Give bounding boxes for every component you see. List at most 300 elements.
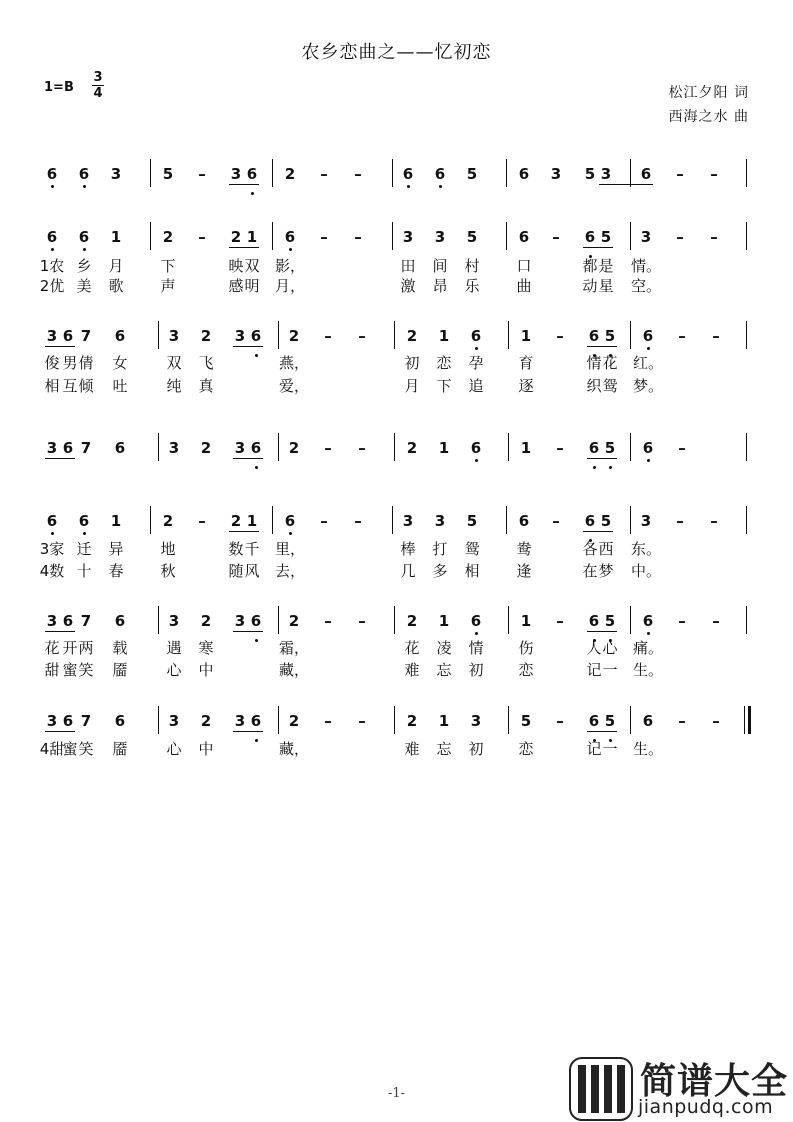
lyric-syllable: 感 [228, 277, 244, 295]
lyric-syllable: 里， [275, 540, 306, 558]
lower-octave-dot [475, 632, 478, 635]
note: 5 [600, 512, 612, 530]
lyric-syllable: 俊 [44, 354, 60, 372]
lyric-syllable: 3家 [39, 540, 65, 558]
note: – [678, 712, 686, 730]
note: 1 [438, 612, 450, 630]
barline [150, 159, 151, 187]
barline [158, 321, 159, 349]
note: 6 [282, 227, 298, 247]
beam [229, 184, 259, 185]
note: 6 [44, 511, 60, 531]
lyrics-row-5-verse-2 [0, 561, 793, 585]
note: 6 [468, 611, 484, 631]
note: – [556, 712, 564, 730]
lyric-syllable: 载 [112, 639, 128, 657]
note: 6 [586, 438, 602, 458]
note: 6 [114, 712, 126, 730]
meter-bottom: 4 [93, 86, 103, 101]
lower-octave-dot [475, 459, 478, 462]
note: 2 [230, 228, 242, 246]
note: 6 [640, 438, 656, 458]
note: 5 [602, 711, 618, 731]
lyric-syllable: 凌 [436, 639, 452, 657]
barline [394, 321, 395, 349]
lyric-syllable: 月 [108, 257, 124, 275]
lyric-syllable: 鸳 [464, 540, 480, 558]
note: 2 [230, 512, 242, 530]
note: 5 [600, 228, 612, 246]
note: 1 [438, 712, 450, 730]
lyric-syllable: 蜜 [62, 661, 78, 679]
note: 6 [432, 164, 448, 184]
note: 6 [44, 164, 60, 184]
note: 2 [162, 512, 174, 530]
note: 6 [244, 164, 260, 184]
barline [392, 506, 393, 534]
note: 2 [200, 439, 212, 457]
barline [394, 606, 395, 634]
lyric-syllable: 都 [582, 257, 598, 275]
lyric-syllable: 孕 [468, 354, 484, 372]
note: 2 [406, 327, 418, 345]
note: 6 [62, 712, 74, 730]
lyric-syllable: 恋 [436, 354, 452, 372]
lyric-syllable: 倾 [78, 377, 94, 395]
note: 6 [248, 711, 264, 731]
lyric-syllable: 情 [468, 639, 484, 657]
note: 5 [602, 611, 618, 631]
note: – [676, 228, 684, 246]
lyrics-row-3-verse-2 [0, 376, 793, 400]
note: 6 [586, 326, 602, 346]
lyric-syllable: 心 [166, 661, 182, 679]
barline [746, 433, 747, 461]
barline [278, 606, 279, 634]
note: 6 [248, 326, 264, 346]
lyric-syllable: 初 [468, 740, 484, 758]
lyric-syllable: 下 [436, 377, 452, 395]
lyric-syllable: 初 [468, 661, 484, 679]
note: 1 [110, 512, 122, 530]
lyric-syllable: 男 [62, 354, 78, 372]
page-number: -1- [387, 1086, 406, 1101]
lyric-syllable: 动 [582, 277, 598, 295]
note: 6 [62, 439, 74, 457]
lyric-syllable: 寒 [198, 639, 214, 657]
lyric-syllable: 1农 [39, 257, 65, 275]
lower-octave-dot [83, 248, 86, 251]
note: 6 [468, 438, 484, 458]
lyric-syllable: 空。 [631, 277, 662, 295]
note: – [358, 712, 366, 730]
lyrics-row-2-verse-2 [0, 276, 793, 300]
lyric-syllable: 爱， [279, 377, 310, 395]
lyric-syllable: 间 [432, 257, 448, 275]
note: – [678, 439, 686, 457]
lyric-syllable: 逐 [518, 377, 534, 395]
note: 2 [162, 228, 174, 246]
beam [587, 631, 617, 632]
note: 5 [466, 165, 478, 183]
note: – [710, 165, 718, 183]
lyric-syllable: 各 [582, 540, 598, 558]
note: – [676, 165, 684, 183]
notes-row-6 [0, 611, 793, 635]
note: 6 [114, 327, 126, 345]
lyric-syllable: 笑 [78, 661, 94, 679]
lyric-syllable: 月， [275, 277, 306, 295]
note: 7 [80, 712, 92, 730]
note: 5 [466, 228, 478, 246]
note: 3 [640, 512, 652, 530]
lower-octave-dot [593, 466, 596, 469]
lyrics-row-7-verse-1 [0, 739, 793, 763]
barline [630, 321, 631, 349]
note: – [358, 439, 366, 457]
lyric-syllable: 互 [62, 377, 78, 395]
note: 7 [80, 439, 92, 457]
beam [233, 346, 263, 347]
barline [630, 506, 631, 534]
note: 2 [200, 612, 212, 630]
note: 6 [400, 164, 416, 184]
lyric-syllable: 痛。 [633, 639, 664, 657]
lower-octave-dot [83, 532, 86, 535]
lyric-syllable: 燕， [279, 354, 310, 372]
note: – [358, 327, 366, 345]
lyric-syllable: 蜜 [62, 740, 78, 758]
lower-octave-dot [289, 532, 292, 535]
lyric-syllable: 棒 [400, 540, 416, 558]
barline [158, 606, 159, 634]
lyric-syllable: 藏， [279, 740, 310, 758]
barline [272, 506, 273, 534]
note: 6 [248, 438, 264, 458]
note: 1 [520, 439, 532, 457]
lower-octave-dot [289, 248, 292, 251]
barline [744, 706, 745, 734]
note: 6 [62, 327, 74, 345]
note: – [324, 612, 332, 630]
lyric-syllable: 忘 [436, 661, 452, 679]
note: – [198, 165, 206, 183]
note: 6 [586, 711, 602, 731]
lyric-syllable: 2优 [39, 277, 65, 295]
lyric-syllable: 心 [166, 740, 182, 758]
note: 2 [200, 712, 212, 730]
lower-octave-dot [51, 185, 54, 188]
note: 3 [46, 439, 58, 457]
lyrics-row-6-verse-1 [0, 638, 793, 662]
lyric-syllable: 开 [62, 639, 78, 657]
note: 6 [518, 228, 530, 246]
barline [506, 506, 507, 534]
note: 3 [168, 712, 180, 730]
barline [630, 159, 631, 187]
lyric-syllable: 追 [468, 377, 484, 395]
lyric-syllable: 遇 [166, 639, 182, 657]
note: 3 [640, 228, 652, 246]
barline [394, 706, 395, 734]
note: 3 [434, 512, 446, 530]
lyric-syllable: 双 [166, 354, 182, 372]
note: – [324, 327, 332, 345]
note: 3 [234, 712, 246, 730]
note: 6 [44, 227, 60, 247]
lyric-syllable: 红。 [633, 354, 664, 372]
lower-octave-dot [647, 459, 650, 462]
note: 3 [402, 228, 414, 246]
notes-row-2 [0, 227, 793, 251]
time-signature [90, 70, 106, 101]
note: 6 [76, 227, 92, 247]
beam [587, 458, 617, 459]
note: – [354, 512, 362, 530]
lower-octave-dot [51, 532, 54, 535]
note: 2 [406, 712, 418, 730]
note: 3 [470, 712, 482, 730]
note: 6 [76, 511, 92, 531]
beam [45, 631, 75, 632]
note: 3 [168, 612, 180, 630]
note: – [676, 512, 684, 530]
lyric-syllable: 靥 [112, 661, 128, 679]
key-signature: 1=B [44, 80, 74, 95]
note: – [710, 512, 718, 530]
lyric-syllable: 甜 [44, 661, 60, 679]
note: 3 [168, 439, 180, 457]
lyric-syllable: 伤 [518, 639, 534, 657]
final-barline [748, 706, 751, 734]
notes-row-3 [0, 326, 793, 350]
lyric-syllable: 昂 [432, 277, 448, 295]
note: 6 [586, 611, 602, 631]
lower-octave-dot [83, 185, 86, 188]
lyric-syllable: 真 [198, 377, 214, 395]
lyric-syllable: 影， [275, 257, 306, 275]
note: 6 [518, 165, 530, 183]
note: 6 [76, 164, 92, 184]
barline [392, 222, 393, 250]
lyric-syllable: 情。 [631, 257, 662, 275]
lyric-syllable: 中 [198, 740, 214, 758]
note: 3 [46, 612, 58, 630]
note: 3 [402, 512, 414, 530]
lyric-syllable: 在 [582, 562, 598, 580]
note: 2 [288, 712, 300, 730]
note: 3 [600, 165, 612, 183]
lyric-syllable: 鸯 [516, 540, 532, 558]
composer-credit: 西海之水 曲 [668, 109, 749, 125]
note: – [320, 512, 328, 530]
lyric-syllable: 是 [598, 257, 614, 275]
lyric-syllable: 十 [76, 562, 92, 580]
lower-octave-dot [647, 347, 650, 350]
lyric-syllable: 霜， [279, 639, 310, 657]
lyric-syllable: 4数 [39, 562, 65, 580]
lyric-syllable: 心 [602, 639, 618, 657]
lyrics-row-5-verse-1 [0, 539, 793, 563]
logo-text: 简谱大全 [640, 1061, 789, 1102]
lyric-syllable: 多 [432, 562, 448, 580]
lyric-syllable: 恋 [518, 661, 534, 679]
logo-url: jianpudq.com [638, 1096, 774, 1118]
lyric-syllable: 逢 [516, 562, 532, 580]
lyric-syllable: 迁 [76, 540, 92, 558]
beam [45, 346, 75, 347]
lyric-syllable: 美 [76, 277, 92, 295]
note: – [552, 512, 560, 530]
lower-octave-dot [251, 192, 254, 195]
note: 6 [62, 612, 74, 630]
note: 6 [640, 326, 656, 346]
note: 3 [110, 165, 122, 183]
lyric-syllable: 织 [586, 377, 602, 395]
lyric-syllable: 千 [244, 540, 260, 558]
barline [746, 506, 747, 534]
barline [746, 159, 747, 187]
notes-row-4 [0, 438, 793, 462]
note: – [712, 327, 720, 345]
note: 6 [518, 512, 530, 530]
barline [630, 222, 631, 250]
lyric-syllable: 初 [404, 354, 420, 372]
beam [583, 531, 613, 532]
lyric-syllable: 情 [586, 354, 602, 372]
note: 2 [288, 327, 300, 345]
note: 5 [466, 512, 478, 530]
lyric-syllable: 藏， [279, 661, 310, 679]
barline [272, 159, 273, 187]
barline [278, 433, 279, 461]
note: – [712, 712, 720, 730]
barline [630, 433, 631, 461]
song-title: 农乡恋曲之——忆初恋 [301, 42, 492, 63]
barline [506, 159, 507, 187]
lyric-syllable: 秋 [160, 562, 176, 580]
beam [233, 631, 263, 632]
notes-row-7 [0, 711, 793, 735]
lyric-syllable: 鸳 [602, 377, 618, 395]
lyric-syllable: 春 [108, 562, 124, 580]
lyric-syllable: 纯 [166, 377, 182, 395]
lyric-syllable: 西 [598, 540, 614, 558]
lyric-syllable: 花 [602, 354, 618, 372]
note: 2 [288, 612, 300, 630]
note: 3 [230, 165, 242, 183]
lyric-syllable: 明 [244, 277, 260, 295]
note: – [320, 165, 328, 183]
beam [233, 731, 263, 732]
lyric-syllable: 去， [275, 562, 306, 580]
note: 1 [438, 327, 450, 345]
note: 6 [642, 712, 654, 730]
note: – [710, 228, 718, 246]
lyric-syllable: 梦。 [633, 377, 664, 395]
beam [587, 346, 617, 347]
note: 6 [468, 326, 484, 346]
lyric-syllable: 星 [598, 277, 614, 295]
lyric-syllable: 恋 [518, 740, 534, 758]
lyric-syllable: 相 [44, 377, 60, 395]
barline [278, 706, 279, 734]
note: – [198, 512, 206, 530]
note: 2 [284, 165, 296, 183]
note: 5 [584, 165, 596, 183]
note: 1 [438, 439, 450, 457]
lyric-syllable: 曲 [516, 277, 532, 295]
barline [272, 222, 273, 250]
lyric-syllable: 月 [404, 377, 420, 395]
lyric-syllable: 吐 [112, 377, 128, 395]
lyric-syllable: 几 [400, 562, 416, 580]
lyric-syllable: 飞 [198, 354, 214, 372]
lyric-syllable: 激 [400, 277, 416, 295]
lyric-syllable: 记 [586, 661, 602, 679]
lyrics-row-6-verse-2 [0, 660, 793, 684]
note: 3 [234, 439, 246, 457]
note: – [354, 228, 362, 246]
lyric-syllable: 乡 [76, 257, 92, 275]
note: 3 [234, 612, 246, 630]
lyric-syllable: 难 [404, 740, 420, 758]
note: 1 [520, 612, 532, 630]
lyrics-row-3-verse-1 [0, 353, 793, 377]
lyric-syllable: 两 [78, 639, 94, 657]
lyric-syllable: 中 [198, 661, 214, 679]
barline [746, 321, 747, 349]
beam [233, 458, 263, 459]
lyric-syllable: 相 [464, 562, 480, 580]
note: – [552, 228, 560, 246]
note: 5 [520, 712, 532, 730]
note: 2 [406, 439, 418, 457]
barline [746, 606, 747, 634]
barline [508, 321, 509, 349]
lyric-syllable: 梦 [598, 562, 614, 580]
beam [587, 731, 617, 732]
lyric-syllable: 映 [228, 257, 244, 275]
note: 6 [282, 511, 298, 531]
note: 6 [114, 612, 126, 630]
lyric-syllable: 声 [160, 277, 176, 295]
note: – [358, 612, 366, 630]
lyric-syllable: 生。 [633, 661, 664, 679]
lower-octave-dot [609, 466, 612, 469]
barline [630, 606, 631, 634]
lyric-syllable: 乐 [464, 277, 480, 295]
barline [278, 321, 279, 349]
note: 2 [288, 439, 300, 457]
note: 7 [80, 612, 92, 630]
lyric-syllable: 地 [160, 540, 176, 558]
lyric-syllable: 双 [244, 257, 260, 275]
lower-octave-dot [475, 347, 478, 350]
lyric-syllable: 一 [602, 740, 618, 758]
note: 6 [248, 611, 264, 631]
beam [583, 247, 613, 248]
lyric-syllable: 随 [228, 562, 244, 580]
note: 6 [582, 227, 598, 247]
note: 6 [640, 611, 656, 631]
lyric-syllable: 育 [518, 354, 534, 372]
barline [508, 433, 509, 461]
lyric-syllable: 口 [516, 257, 532, 275]
barline [508, 606, 509, 634]
lyric-syllable: 花 [44, 639, 60, 657]
note: 6 [640, 165, 652, 183]
